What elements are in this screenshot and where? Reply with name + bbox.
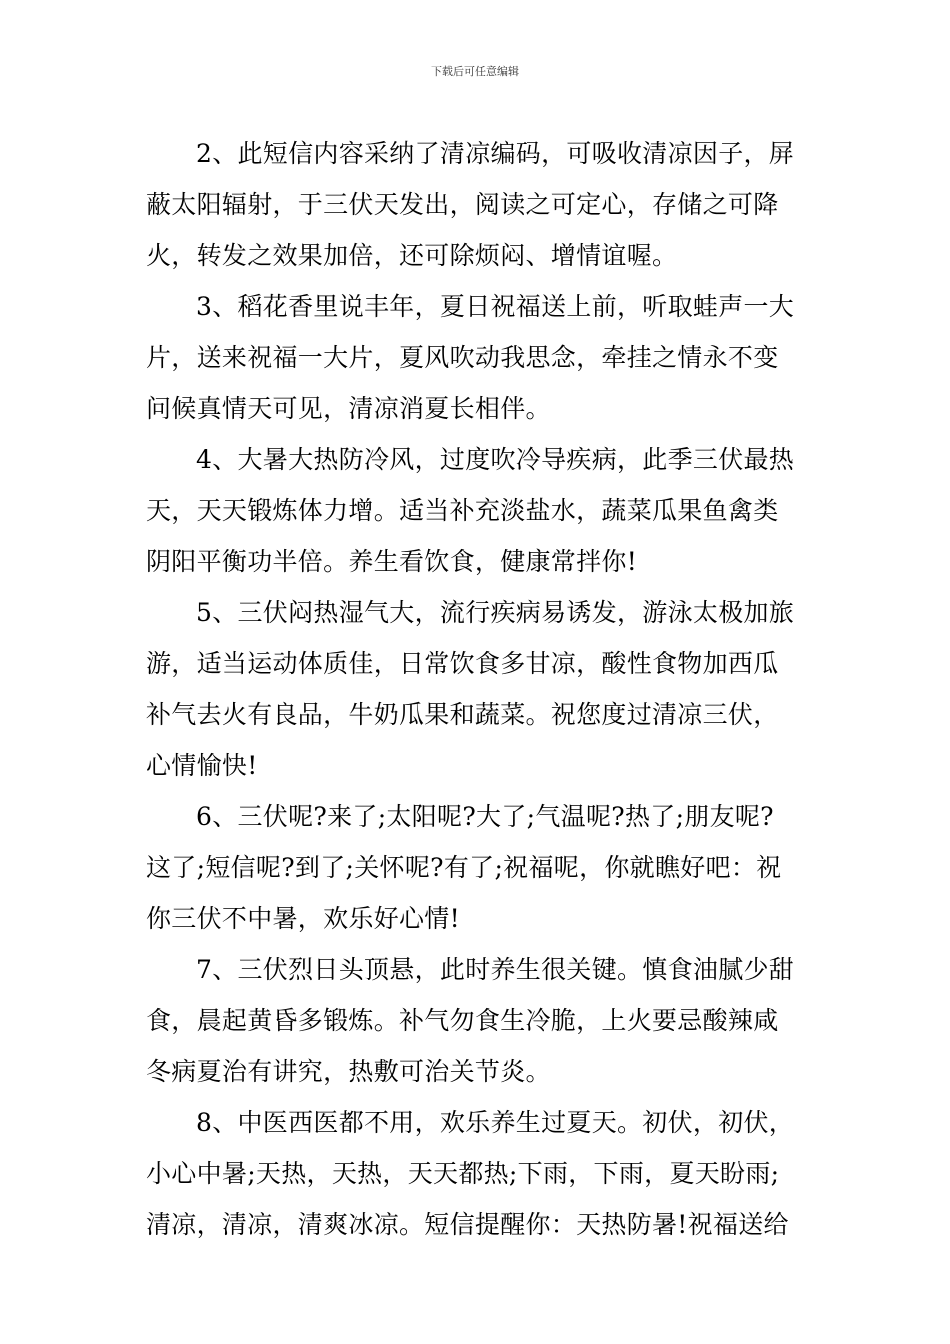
paragraph-3 [146,281,806,434]
document-body [146,128,806,1250]
text-line: 心情愉快! [146,751,258,780]
text-line: 3、稻花香里说丰年，夏日祝福送上前，听取蛙声一大 [196,292,795,321]
text-line: 天，天天锻炼体力增。适当补充淡盐水，蔬菜瓜果鱼禽类 [146,496,779,525]
text-line: 冬病夏治有讲究，热敷可治关节炎。 [146,1057,551,1086]
text-line: 蔽太阳辐射，于三伏天发出，阅读之可定心，存储之可降 [146,190,779,219]
paragraph-7 [146,944,806,1097]
page-header: 下载后可任意编辑 [431,65,519,78]
text-line: 6、三伏呢?来了;太阳呢?大了;气温呢?热了;朋友呢? [196,802,774,831]
text-line: 4、大暑大热防冷风，过度吹冷导疾病，此季三伏最热 [196,445,795,474]
text-line: 阴阳平衡功半倍。养生看饮食，健康常拌你! [146,547,638,576]
text-line: 你三伏不中暑，欢乐好心情! [146,904,460,933]
paragraph-4 [146,434,806,587]
paragraph-8 [146,1097,806,1250]
text-line: 清凉，清凉，清爽冰凉。短信提醒你：天热防暑!祝福送给 [146,1210,789,1239]
paragraph-5 [146,587,806,791]
paragraph-6 [146,791,806,944]
paragraph-2 [146,128,806,281]
text-line: 8、中医西医都不用，欢乐养生过夏天。初伏，初伏， [196,1108,795,1137]
text-line: 5、三伏闷热湿气大，流行疾病易诱发，游泳太极加旅 [196,598,795,627]
text-line: 食，晨起黄昏多锻炼。补气勿食生冷脆，上火要忌酸辣咸 [146,1006,779,1035]
text-line: 问候真情天可见，清凉消夏长相伴。 [146,394,551,423]
text-line: 片，送来祝福一大片，夏风吹动我思念，牵挂之情永不变 [146,343,779,372]
text-line: 补气去火有良品，牛奶瓜果和蔬菜。祝您度过清凉三伏， [146,700,779,729]
text-line: 火，转发之效果加倍，还可除烦闷、增情谊喔。 [146,241,678,270]
text-line: 这了;短信呢?到了;关怀呢?有了;祝福呢，你就瞧好吧：祝 [146,853,782,882]
text-line: 2、此短信内容采纳了清凉编码，可吸收清凉因子，屏 [196,139,795,168]
text-line: 游，适当运动体质佳，日常饮食多甘凉，酸性食物加西瓜 [146,649,779,678]
text-line: 7、三伏烈日头顶悬，此时养生很关键。慎食油腻少甜 [196,955,795,984]
text-line: 小心中暑;天热，天热，天天都热;下雨，下雨，夏天盼雨; [146,1159,780,1188]
